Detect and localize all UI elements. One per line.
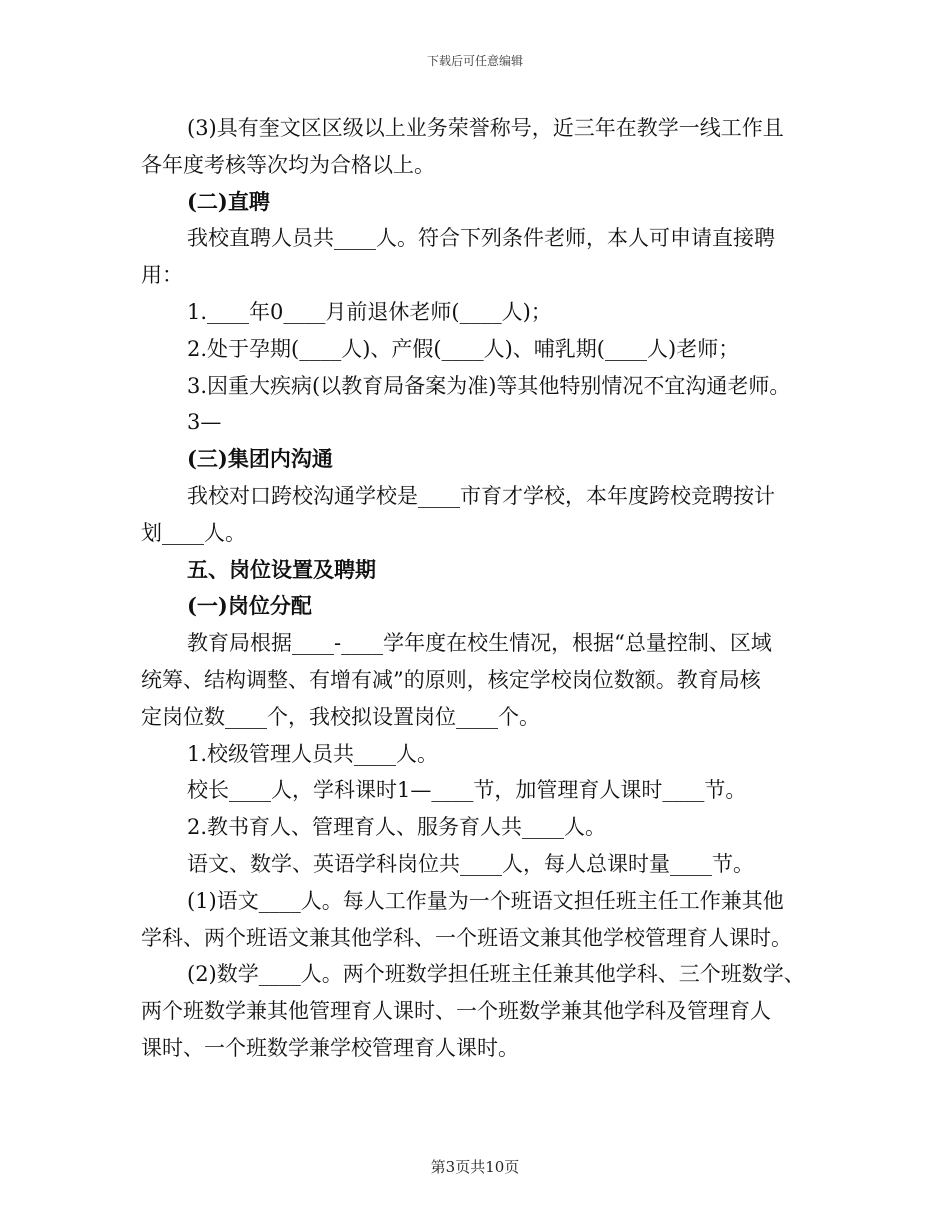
paragraph-line: 3— — [187, 410, 222, 435]
paragraph-line: 划____人。 — [141, 520, 246, 545]
paragraph-line: (2)数学____人。两个班数学担任班主任兼其他学科、三个班数学、 — [187, 962, 805, 987]
page-header: 下载后可任意编辑 — [426, 54, 523, 68]
paragraph-line: 统筹、结构调整、有增有减”的原则，核定学校岗位数额。教育局核 — [141, 667, 761, 692]
paragraph-line: 1.____年0____月前退休老师(____人)； — [187, 299, 552, 324]
paragraph-line: 定岗位数____个，我校拟设置岗位____个。 — [141, 704, 540, 729]
paragraph-line: 两个班数学兼其他管理育人课时、一个班数学兼其他学科及管理育人 — [141, 999, 771, 1024]
paragraph-line: 3.因重大疾病(以教育局备案为准)等其他特别情况不宜沟通老师。 — [187, 373, 791, 398]
paragraph-line: 语文、数学、英语学科岗位共____人，每人总课时量____节。 — [187, 851, 754, 876]
section-heading: (一)岗位分配 — [187, 593, 312, 619]
paragraph-line: 我校直聘人员共____人。符合下列条件老师，本人可申请直接聘 — [187, 226, 775, 251]
paragraph-line: 1.校级管理人员共____人。 — [187, 741, 439, 766]
paragraph-line: 学科、两个班语文兼其他学科、一个班语文兼其他学校管理育人课时。 — [141, 925, 792, 950]
paragraph-line: 2.处于孕期(____人)、产假(____人)、哺乳期(____人)老师； — [187, 336, 740, 361]
paragraph-line: (3)具有奎文区区级以上业务荣誉称号，近三年在教学一线工作且 — [187, 116, 784, 140]
paragraph-line: 各年度考核等次均为合格以上。 — [141, 152, 435, 177]
paragraph-line: 校长____人，学科课时1—____节，加管理育人课时____节。 — [187, 778, 747, 803]
paragraph-line: 我校对口跨校沟通学校是____市育才学校，本年度跨校竞聘按计 — [187, 483, 775, 508]
paragraph-line: 教育局根据____-____学年度在校生情况，根据“总量控制、区域 — [187, 631, 772, 656]
page-footer: 第3页共10页 — [430, 1158, 520, 1176]
paragraph-line: 2.教书育人、管理育人、服务育人共____人。 — [187, 815, 607, 840]
paragraph-line: 课时、一个班数学兼学校管理育人课时。 — [141, 1035, 519, 1060]
document-body — [141, 110, 831, 1067]
paragraph-line: (1)语文____人。每人工作量为一个班语文担任班主任工作兼其他 — [187, 888, 784, 913]
paragraph-line: 用： — [141, 263, 183, 288]
section-heading: (三)集团内沟通 — [187, 446, 333, 472]
section-heading: (二)直聘 — [187, 188, 270, 214]
section-heading: 五、岗位设置及聘期 — [187, 556, 376, 582]
